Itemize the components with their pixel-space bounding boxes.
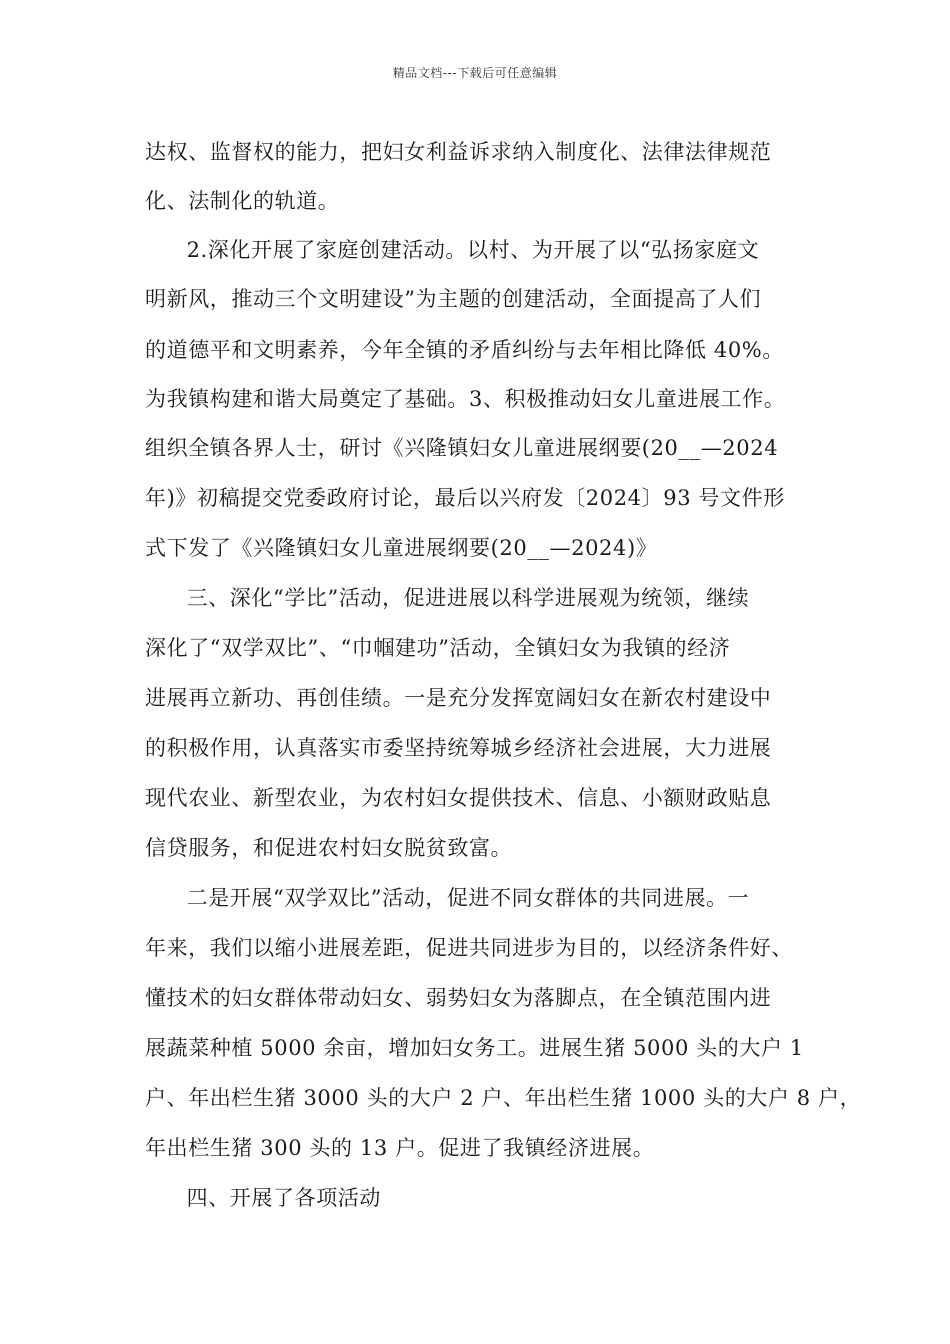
body-line: 四、开展了各项活动	[165, 1186, 381, 1210]
body-line: 年来，我们以缩小进展差距，促进共同进步为目的，以经济条件好、	[145, 936, 793, 960]
body-line: 化、法制化的轨道。	[145, 189, 340, 213]
body-line: 的道德平和文明素养，今年全镇的矛盾纠纷与去年相比降低 40%。	[145, 338, 784, 362]
body-line: 现代农业、新型农业，为农村妇女提供技术、信息、小额财政贴息	[145, 786, 772, 810]
body-line: 三、深化“学比”活动，促进进展以科学进展观为统领，继续	[165, 586, 750, 610]
body-line: 组织全镇各界人士，研讨《兴隆镇妇女儿童进展纲要(20__—2024	[145, 436, 779, 460]
body-line: 深化了“双学双比”、“巾帼建功”活动，全镇妇女为我镇的经济	[145, 636, 731, 660]
body-line: 达权、监督权的能力，把妇女利益诉求纳入制度化、法律法律规范	[145, 140, 772, 164]
body-line: 年)》初稿提交党委政府讨论，最后以兴府发〔2024〕93 号文件形	[145, 486, 785, 510]
body-line: 进展再立新功、再创佳绩。一是充分发挥宽阔妇女在新农村建设中	[145, 686, 772, 710]
page-header: 精品文档---下载后可任意编辑	[392, 66, 558, 80]
body-line: 明新风，推动三个文明建设”为主题的创建活动，全面提高了人们	[145, 287, 762, 311]
body-line: 展蔬菜种植 5000 余亩，增加妇女务工。进展生猪 5000 头的大户 1	[145, 1036, 804, 1060]
body-line: 式下发了《兴隆镇妇女儿童进展纲要(20__—2024)》	[145, 536, 658, 560]
body-line: 年出栏生猪 300 头的 13 户。促进了我镇经济进展。	[145, 1136, 655, 1160]
body-line: 信贷服务，和促进农村妇女脱贫致富。	[145, 836, 513, 860]
body-line: 2.深化开展了家庭创建活动。以村、为开展了以“弘扬家庭文	[165, 238, 760, 262]
body-line: 懂技术的妇女群体带动妇女、弱势妇女为落脚点，在全镇范围内进	[145, 986, 772, 1010]
body-line: 二是开展“双学双比”活动，促进不同女群体的共同进展。一	[165, 886, 750, 910]
body-line: 户、年出栏生猪 3000 头的大户 2 户、年出栏生猪 1000 头的大户 8 户，	[145, 1086, 862, 1110]
body-line: 为我镇构建和谐大局奠定了基础。3、积极推动妇女儿童进展工作。	[145, 387, 786, 411]
body-line: 的积极作用，认真落实市委坚持统筹城乡经济社会进展，大力进展	[145, 736, 772, 760]
